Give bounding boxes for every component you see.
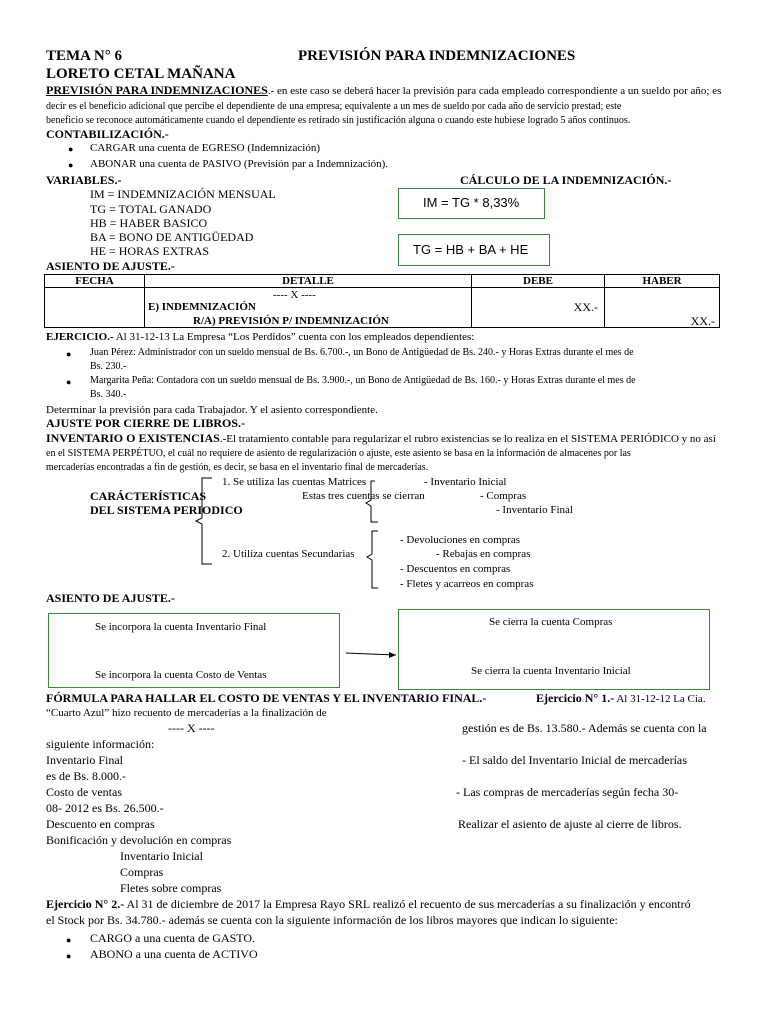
ejercicio1-line-c: siguiente información: [46, 737, 155, 751]
cierra-inventario-inicial: Se cierra la cuenta Inventario Inicial [471, 665, 631, 677]
ejercicio1-line-a: “Cuarto Azul” hizo recuento de mercaderías a la finalización de [46, 707, 327, 719]
asiento-title: ASIENTO DE AJUSTE.- [46, 259, 175, 273]
variable-ba: BA = BONO DE ANTIGÜEDAD [90, 230, 254, 244]
inventario-line1: INVENTARIO O EXISTENCIAS.-El tratamiento contable para regularizar el rubro existencias se lo realiza en el SISTEMA PERIÓDICO y no así [46, 431, 716, 445]
formula-im: IM = TG * 8,33% [423, 195, 520, 210]
formula-bonificacion: Bonificación y devolución en compras [46, 833, 232, 847]
incorpora-costo-ventas: Se incorpora la cuenta Costo de Ventas [95, 669, 267, 681]
topic-number: TEMA N° 6 [46, 48, 123, 64]
col-debe: DEBE [472, 275, 605, 288]
ajuste-cierre-title: AJUSTE POR CIERRE DE LIBROS.- [46, 416, 246, 430]
formula-descuento: Descuento en compras [46, 817, 155, 831]
intro-paragraph-line2: decir es el beneficio adicional que percibe el dependiente de una empresa; equivalente a un mes de sueldo por cada año de servicio prestad; este [46, 101, 622, 112]
asiento-right-box [398, 609, 710, 690]
calc-title: CÁLCULO DE LA INDEMNIZACIÓN.- [460, 173, 672, 187]
formula-compras: Compras [120, 865, 164, 879]
caracteristicas-title: CARÁCTERÍSTICAS [90, 489, 207, 503]
asiento-left-box [48, 613, 340, 688]
secundaria-descuentos: - Descuentos en compras [400, 563, 511, 575]
bullet-icon: ● [66, 377, 72, 387]
contabilizacion-item-abonar: ABONAR una cuenta de PASIVO (Previsión par a Indemnización). [90, 158, 389, 170]
ejercicio-instruction: Determinar la previsión para cada Trabajador. Y el asiento correspondiente. [46, 404, 378, 416]
secundaria-rebajas: - Rebajas en compras [436, 548, 531, 560]
col-detalle: DETALLE [145, 275, 472, 288]
secundaria-devoluciones: - Devoluciones en compras [400, 534, 521, 546]
haber-value: XX.- [690, 314, 715, 328]
ejercicio1-line-b: gestión es de Bs. 13.580.- Además se cuenta con la [462, 721, 707, 735]
inventario-label: INVENTARIO O EXISTENCIAS [46, 431, 220, 445]
variable-hb: HB = HABER BASICO [90, 216, 208, 230]
sistema-periodico-title: DEL SISTEMA PERIODICO [90, 503, 243, 517]
ejercicio2-line2: el Stock por Bs. 34.780.- además se cuenta con la siguiente información de los libros mayores que indican lo siguiente: [46, 913, 618, 927]
ejercicio1-heading: Ejercicio N° 1.- Al 31-12-12 La Cia. [536, 691, 706, 705]
asiento-ajuste-title: ASIENTO DE AJUSTE.- [46, 591, 175, 605]
matriz-compras: - Compras [480, 490, 527, 502]
bullet-icon: ● [68, 144, 74, 154]
caracteristica-item-2: 2. Utiliza cuentas Secundarias [222, 548, 355, 560]
ejercicio1-label: Ejercicio N° 1.- [536, 691, 615, 705]
contabilizacion-item-cargar: CARGAR una cuenta de EGRESO (Indemnización) [90, 142, 321, 154]
ejercicio2-item-abono: ABONO a una cuenta de ACTIVO [90, 947, 258, 961]
ejercicio1-compras-segun: - Las compras de mercaderías según fecha 30- [456, 785, 679, 799]
variables-title: VARIABLES.- [46, 173, 122, 187]
formula-tg: TG = HB + BA + HE [413, 242, 529, 257]
intro-paragraph-line1: PREVISIÓN PARA INDEMNIZACIONES.- en este caso se deberá hacer la previsión para cada empleado correspondiente a un sueldo por año; es [46, 83, 722, 97]
page-title: PREVISIÓN PARA INDEMNIZACIONES [298, 48, 576, 64]
caracteristica-item-1: 1. Se utiliza las cuentas Matrices [222, 476, 367, 488]
matriz-inventario-final: - Inventario Final [496, 504, 573, 516]
bullet-icon: ● [66, 951, 72, 961]
separator-x: ---- X ---- [273, 289, 316, 301]
inventario-line2: en el SISTEMA PERPÉTUO, el cuál no requiere de asiento de regularización o ajuste, este asiento se basa en la información de almacenes por las [46, 448, 631, 459]
ejercicio1-es-de: es de Bs. 8.000.- [46, 769, 126, 783]
secundaria-fletes: - Fletes y acarreos en compras [400, 578, 534, 590]
variable-im: IM = INDEMNIZACIÓN MENSUAL [90, 187, 276, 201]
credit-entry: R/A) PREVISIÓN P/ INDEMNIZACIÓN [193, 315, 389, 327]
intro-label: PREVISIÓN PARA INDEMNIZACIONES [46, 83, 268, 97]
contabilizacion-title: CONTABILIZACIÓN.- [46, 127, 169, 141]
formula-inventario-inicial: Inventario Inicial [120, 849, 203, 863]
formula-inventario-final: Inventario Final [46, 753, 123, 767]
bullet-icon: ● [68, 160, 74, 170]
cierran-note: Estas tres cuentas se cierran [302, 490, 425, 502]
ejercicio2-label: Ejercicio N° 2.- [46, 897, 125, 911]
employee-juan-line1: Juan Pérez: Administrador con un sueldo mensual de Bs. 6.700.-, un Bono de Antigüedad de Bs. 240.- y Horas Extras durante el mes de [90, 347, 634, 358]
col-fecha: FECHA [45, 275, 145, 288]
bullet-icon: ● [66, 349, 72, 359]
formula-fletes: Fletes sobre compras [120, 881, 222, 895]
intro-paragraph-line3: beneficio se reconoce automáticamente cuando el dependiente es retirado sin justificación alguna o cuando este hubiese logrado 5 años continuos. [46, 115, 631, 126]
cierra-compras: Se cierra la cuenta Compras [489, 616, 613, 628]
matriz-inventario-inicial: - Inventario Inicial [424, 476, 507, 488]
ejercicio1-saldo: - El saldo del Inventario Inicial de mercaderías [462, 753, 687, 767]
variable-tg: TG = TOTAL GANADO [90, 202, 212, 216]
debe-value: XX.- [573, 300, 598, 314]
author-name: LORETO CETAL MAÑANA [46, 66, 236, 82]
debit-entry: E) INDEMNIZACIÓN [148, 301, 256, 313]
employee-juan-line2: Bs. 230.- [90, 361, 127, 372]
ejercicio-intro: EJERCICIO.- Al 31-12-13 La Empresa “Los Perdidos” cuenta con los empleados dependientes: [46, 331, 475, 343]
ejercicio1-realizar: Realizar el asiento de ajuste al cierre de libros. [458, 817, 682, 831]
bullet-icon: ● [66, 935, 72, 945]
ejercicio2-line1: Ejercicio N° 2.- Al 31 de diciembre de 2017 la Empresa Rayo SRL realizó el recuento de sus mercaderías a su finalización y encontró [46, 897, 691, 911]
formula-costo-title: FÓRMULA PARA HALLAR EL COSTO DE VENTAS Y EL INVENTARIO FINAL.- [46, 691, 487, 705]
inventario-line3: mercaderías encontradas a fin de gestión, es decir, se basa en el inventario final de mercaderías. [46, 462, 429, 473]
ejercicio1-fecha: 08- 2012 es Bs. 26.500.- [46, 801, 164, 815]
formula-costo-ventas: Costo de ventas [46, 785, 122, 799]
employee-margarita-line2: Bs. 340.- [90, 389, 127, 400]
col-haber: HABER [605, 275, 720, 288]
variable-he: HE = HORAS EXTRAS [90, 244, 210, 258]
ejercicio-label: EJERCICIO.- [46, 331, 114, 343]
incorpora-inventario-final: Se incorpora la cuenta Inventario Final [95, 621, 267, 633]
formula-separator: ---- X ---- [168, 721, 215, 735]
employee-margarita-line1: Margarita Peña: Contadora con un sueldo mensual de Bs. 3.900.-, un Bono de Antigüedad de Bs. 160.- y Horas Extras durante el mes de [90, 375, 636, 386]
ejercicio2-item-cargo: CARGO a una cuenta de GASTO. [90, 931, 256, 945]
